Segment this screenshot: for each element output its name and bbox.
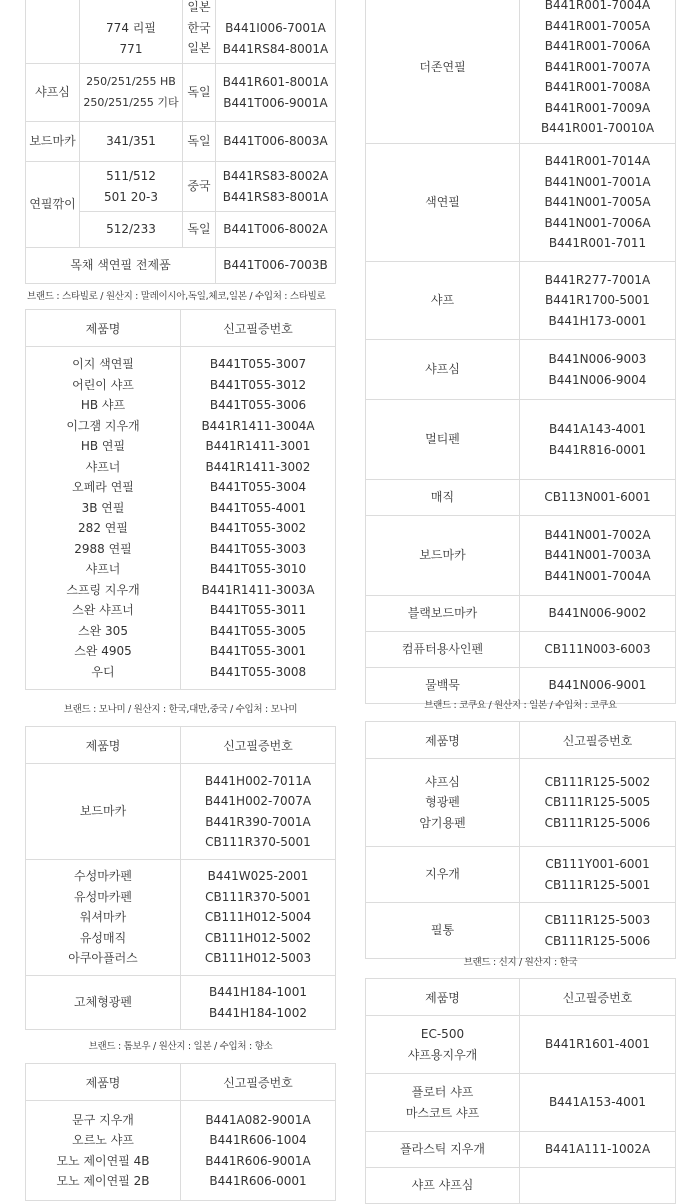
cert-code: CB111R125-5001: [544, 877, 651, 892]
code-cell: [520, 262, 676, 340]
product-name: 매직: [430, 490, 455, 505]
cert-code: B441T055-3008: [209, 664, 307, 679]
product-name: 물백묵: [425, 678, 460, 693]
shinji-table-body: [366, 1016, 676, 1204]
code-cell: [520, 903, 676, 959]
cert-code: B441H184-1001: [209, 985, 307, 999]
table-header-row: [26, 727, 336, 764]
country-cell: [183, 0, 216, 64]
brand-caption: 브랜드 : 모나미 / 원산지 : 한국,대만,중국 / 수입처 : 모나미: [63, 704, 298, 715]
cert-code: B441R816-0001: [548, 442, 647, 457]
category-cell: [26, 0, 80, 64]
code-cell: [216, 64, 336, 122]
table-header-row: [26, 1064, 336, 1101]
cert-code: B441R1601-4001: [545, 1037, 650, 1052]
code-cell: [520, 1016, 676, 1074]
product-name: 모노 제이연필 2B: [56, 1174, 150, 1188]
code-cell: [216, 162, 336, 212]
code-cell: [520, 516, 676, 596]
product-name-cell: [366, 632, 520, 668]
country-cell: 독일: [183, 64, 216, 122]
cert-code: B441R001-70010A: [540, 121, 655, 136]
product-name: 샤프심: [425, 774, 460, 789]
table-row: [26, 64, 336, 122]
code-cell: [520, 759, 676, 847]
table-row: [26, 162, 336, 212]
product-name: 마스코트 샤프: [405, 1105, 480, 1120]
table-row: [366, 516, 676, 596]
code-cell: [520, 340, 676, 400]
product-name-cell: 341/351: [80, 122, 183, 162]
cert-code: B441N001-7004A: [544, 568, 651, 583]
cert-code: B441RS83-8002A: [222, 169, 329, 183]
product-name: 501 20-3: [104, 189, 158, 204]
product-name: EC-500: [420, 1027, 465, 1041]
code-cell: [181, 764, 336, 860]
cert-code: B441T055-3007: [209, 357, 307, 371]
header-product-name: 제품명: [366, 979, 520, 1016]
cert-code: B441RS84-8001A: [222, 41, 329, 56]
cert-code: B441H002-7007A: [204, 794, 312, 808]
code-cell: [520, 480, 676, 516]
product-name: 샤프심: [425, 362, 460, 377]
product-name-cell: [366, 144, 520, 262]
product-name-cell: [366, 903, 520, 959]
product-name-cell: [366, 1074, 520, 1132]
cert-code: B441N001-7005A: [544, 195, 651, 210]
cert-code: B441H173-0001: [548, 313, 647, 328]
product-name: 플로터 샤프: [411, 1085, 474, 1099]
cert-code: B441R277-7001A: [544, 272, 651, 287]
table-row: [26, 347, 336, 690]
cert-code: B441N001-7003A: [544, 548, 651, 563]
product-name-cell: [26, 764, 181, 860]
cert-code: B441N006-9004: [548, 372, 647, 387]
cert-code: B441R001-7009A: [544, 100, 651, 115]
monami-table-body: [26, 764, 336, 1030]
product-name: 지우개: [425, 867, 460, 882]
cert-code: CB111H012-5002: [204, 930, 312, 945]
cert-code: B441N001-7001A: [544, 174, 651, 189]
product-name: 유성매직: [79, 930, 127, 945]
cert-code: B441R1411-3003A: [201, 582, 315, 597]
code-cell: [520, 847, 676, 903]
header-product-name: 제품명: [26, 310, 181, 347]
product-name: 샤프너: [85, 562, 121, 576]
product-name-cell: 512/233: [80, 212, 183, 248]
code-cell: B441T006-8003A: [216, 122, 336, 162]
product-name-list: [26, 347, 181, 690]
product-name-cell: [80, 64, 183, 122]
code-cell: [181, 976, 336, 1030]
header-product-name: 제품명: [26, 1064, 181, 1101]
product-name: 보드마카: [419, 548, 466, 563]
product-name: 282 연필: [78, 521, 128, 535]
category-cell: 연필깎이: [26, 162, 80, 248]
brand-kokuyo-section: [365, 699, 676, 959]
table-row: [366, 632, 676, 668]
cert-code: B441RS83-8001A: [222, 189, 329, 204]
table-row: [366, 847, 676, 903]
product-name: 스완 4905: [74, 644, 132, 658]
header-product-name: 제품명: [366, 722, 520, 759]
right-top-table: [365, 0, 676, 704]
cert-code: B441R1700-5001: [545, 293, 650, 308]
product-name-cell: [366, 1168, 520, 1204]
brand-top-table: [25, 0, 336, 284]
table-row: [366, 1132, 676, 1168]
table-row: [366, 759, 676, 847]
product-name: 771: [119, 41, 143, 56]
cert-code: CB111N003-6003: [544, 642, 651, 657]
cert-code: B441R001-7014A: [544, 154, 651, 169]
product-name-cell: [366, 1016, 520, 1074]
cert-code: B441R001-7004A: [544, 0, 651, 13]
table-header-row: [366, 722, 676, 759]
table-row: [366, 596, 676, 632]
cert-code: B441T055-3006: [209, 398, 307, 412]
product-name: 샤프용지우개: [407, 1047, 478, 1062]
product-name: 컴퓨터용사인펜: [401, 642, 484, 657]
cert-code: CB111R125-5005: [544, 795, 651, 810]
product-name: 수성마카펜: [74, 869, 132, 884]
product-name: 511/512: [106, 169, 156, 183]
cert-code: B441R606-1004: [209, 1133, 307, 1147]
table-row: [26, 764, 336, 860]
table-row: [26, 122, 336, 162]
code-cell: [520, 400, 676, 480]
cert-code: B441R001-7006A: [544, 39, 651, 54]
brand-shinji-section: [365, 956, 676, 1204]
product-name-cell: [26, 860, 181, 976]
header-cert-code: 신고필증번호: [181, 727, 336, 764]
product-name: 스완 샤프너: [72, 603, 134, 617]
product-name: 블랙보드마카: [407, 606, 478, 621]
product-name: 필통: [430, 923, 455, 938]
product-name-cell: 목채 색연필 전제품: [26, 248, 216, 284]
brand-caption: 브랜드 : 스타빌로 / 원산지 : 말레이시아,독일,체코,일본 / 수입처 : 스타빌로: [27, 291, 326, 302]
cert-code: B441A153-4001: [548, 1095, 647, 1110]
product-name: 플라스틱 지우개: [400, 1142, 485, 1157]
product-name: 샤프: [430, 293, 455, 308]
cert-code: B441A082-9001A: [205, 1112, 311, 1127]
cert-code: B441R606-0001: [209, 1174, 307, 1188]
cert-code: B441I006-7001A: [225, 21, 326, 35]
cert-code: B441T055-4001: [209, 500, 307, 515]
brand-staedtler-section: [25, 290, 336, 690]
product-name: 아쿠아플러스: [68, 951, 138, 966]
product-name: 암기용펜: [419, 815, 466, 830]
code-cell: B441T006-8002A: [216, 212, 336, 248]
cert-code: B441T055-3010: [209, 562, 307, 576]
table-row: [26, 1101, 336, 1201]
cert-code: CB111H012-5004: [204, 910, 312, 925]
product-name: 멀티펜: [425, 432, 460, 447]
cert-code: B441A143-4001: [548, 422, 647, 436]
cert-code: B441R1411-3001: [205, 439, 311, 453]
product-name: 형광펜: [425, 795, 460, 810]
product-name: 샤프 샤프심: [411, 1178, 474, 1193]
cert-code: B441R1411-3004A: [201, 418, 315, 433]
cert-code: B441N001-7002A: [544, 527, 651, 542]
header-cert-code: 신고필증번호: [181, 310, 336, 347]
cert-code: B441H184-1002: [209, 1005, 307, 1020]
table-row: [366, 144, 676, 262]
brand-caption: 브랜드 : 코쿠요 / 원산지 : 일본 / 수입처 : 코쿠요: [424, 700, 617, 711]
product-name: 색연필: [425, 195, 460, 210]
shinji-table: [365, 978, 676, 1204]
cert-code: B441N006-9002: [548, 606, 647, 621]
staedtler-table: [25, 309, 336, 690]
cert-code: CB111H012-5003: [204, 951, 312, 966]
brand-right-top-section: [365, 0, 676, 704]
cert-code: B441N006-9003: [548, 352, 647, 366]
product-name: 250/251/255 HB: [86, 75, 176, 88]
table-row: [366, 480, 676, 516]
product-name-cell: [366, 480, 520, 516]
tombow-table: [25, 1063, 336, 1201]
code-cell: [520, 596, 676, 632]
table-row: [366, 903, 676, 959]
table-row: [26, 860, 336, 976]
cert-code-list: [181, 347, 336, 690]
brand-tombow-section: [25, 1040, 336, 1201]
cert-code-list: [181, 1101, 336, 1201]
product-name: 오페라 연필: [72, 480, 134, 494]
product-name-cell: [366, 0, 520, 144]
product-name: 문구 지우개: [72, 1112, 134, 1127]
cert-code: B441R001-7011: [548, 236, 647, 251]
cert-code: B441A111-1002A: [544, 1142, 651, 1157]
product-name: 250/251/255 기타: [83, 95, 179, 109]
cert-code: CB111R370-5001: [205, 889, 311, 904]
product-name-cell: [366, 596, 520, 632]
cert-code: B441T055-3002: [209, 521, 307, 535]
table-row: [366, 1016, 676, 1074]
table-row: [366, 262, 676, 340]
header-cert-code: 신고필증번호: [520, 979, 676, 1016]
table-row: [366, 1168, 676, 1204]
product-name: 3B 연필: [81, 500, 125, 515]
product-name-cell: [366, 847, 520, 903]
brand-monami-section: [25, 703, 336, 1030]
product-name: HB 샤프: [80, 398, 126, 412]
product-name-cell: [366, 516, 520, 596]
cert-code: CB113N001-6001: [544, 490, 651, 505]
product-name: 워셔마카: [79, 910, 127, 925]
cert-code: B441T055-3003: [209, 541, 307, 556]
cert-code: B441R390-7001A: [205, 814, 311, 829]
cert-code: B441R1411-3002: [205, 459, 311, 474]
product-name: 이그잼 지우개: [66, 418, 140, 433]
product-name-list: [26, 1101, 181, 1201]
product-name-cell: [366, 400, 520, 480]
cert-code: B441N006-9001: [548, 678, 647, 693]
cert-code: B441R001-7007A: [544, 59, 651, 74]
product-name: 보드마카: [79, 804, 127, 819]
right-top-table-body: [366, 0, 676, 704]
product-name: 2988 연필: [74, 541, 132, 556]
table-row: [26, 976, 336, 1030]
table-row: [366, 0, 676, 144]
cert-code: B441T055-3005: [209, 623, 307, 638]
code-cell: [520, 144, 676, 262]
cert-code: B441R001-7005A: [544, 18, 651, 33]
code-cell: [181, 860, 336, 976]
product-name: 어린이 샤프: [72, 377, 134, 392]
country-cell: 독일: [183, 212, 216, 248]
product-name-cell: [366, 759, 520, 847]
country-cell: 독일: [183, 122, 216, 162]
header-cert-code: 신고필증번호: [520, 722, 676, 759]
product-name-cell: [26, 976, 181, 1030]
product-name: 스프링 지우개: [66, 582, 140, 597]
table-row: [26, 0, 336, 64]
product-name-cell: [366, 340, 520, 400]
table-row: [366, 1074, 676, 1132]
header-product-name: 제품명: [26, 727, 181, 764]
product-name: 774 리필: [106, 21, 156, 35]
header-cert-code: 신고필증번호: [181, 1064, 336, 1101]
product-name: 이지 색연필: [72, 357, 134, 371]
cert-code: B441H002-7011A: [204, 773, 312, 788]
code-cell: B441T006-7003B: [216, 248, 336, 284]
cert-code: B441R601-8001A: [222, 75, 329, 89]
product-name: 샤프너: [85, 459, 121, 474]
product-name: HB 연필: [80, 439, 126, 453]
kokuyo-table-body: [366, 759, 676, 959]
code-cell: [520, 1074, 676, 1132]
cert-code: CB111R125-5002: [544, 774, 651, 789]
cert-code: B441W025-2001: [207, 869, 309, 884]
code-cell: [216, 0, 336, 64]
category-cell: 보드마카: [26, 122, 80, 162]
cert-code: B441N001-7006A: [544, 215, 651, 230]
cert-code: B441R001-7008A: [544, 80, 651, 95]
product-name: 우디: [91, 664, 115, 679]
product-name-cell: [80, 0, 183, 64]
cert-code: B441T055-3004: [209, 480, 307, 494]
cert-code: B441T055-3012: [209, 377, 307, 392]
product-name-cell: [366, 1132, 520, 1168]
cert-code: CB111R125-5003: [544, 913, 651, 927]
cert-code: B441R606-9001A: [205, 1153, 311, 1168]
cert-code: CB111R125-5006: [544, 815, 651, 830]
product-name-cell: [366, 262, 520, 340]
brand-caption: 브랜드 : 톰보우 / 원산지 : 일본 / 수입처 : 향소: [88, 1041, 273, 1052]
code-cell: [520, 1132, 676, 1168]
code-cell: [520, 632, 676, 668]
product-name: 스완 305: [78, 623, 128, 638]
table-row: [26, 248, 336, 284]
brand-caption: 브랜드 : 신지 / 원산지 : 한국: [463, 957, 578, 968]
cert-code: CB111R125-5006: [544, 933, 651, 948]
product-name: 고체형광펜: [74, 995, 132, 1010]
country-text: 일본: [187, 41, 211, 56]
country-cell: 중국: [183, 162, 216, 212]
code-cell: [520, 0, 676, 144]
code-cell: [520, 1168, 676, 1204]
product-name: 오르노 샤프: [72, 1133, 134, 1147]
country-text: 한국: [187, 20, 211, 35]
product-name: 더존연필: [419, 59, 466, 74]
table-header-row: [26, 310, 336, 347]
cert-code: B441T055-3011: [209, 603, 307, 617]
kokuyo-table: [365, 721, 676, 959]
table-header-row: [366, 979, 676, 1016]
monami-table: [25, 726, 336, 1030]
product-name-cell: [80, 162, 183, 212]
cert-code: B441T055-3001: [209, 644, 307, 658]
top-cert-table: [25, 0, 336, 284]
table-row: [366, 400, 676, 480]
cert-code: CB111R370-5001: [205, 835, 311, 849]
cert-code: CB111Y001-6001: [545, 857, 650, 871]
cert-code: B441T006-9001A: [223, 95, 328, 110]
product-name: 유성마카펜: [74, 889, 132, 904]
category-cell: 샤프심: [26, 64, 80, 122]
product-name: 모노 제이연필 4B: [56, 1153, 150, 1168]
country-text: 일본: [187, 0, 211, 15]
table-row: [366, 340, 676, 400]
